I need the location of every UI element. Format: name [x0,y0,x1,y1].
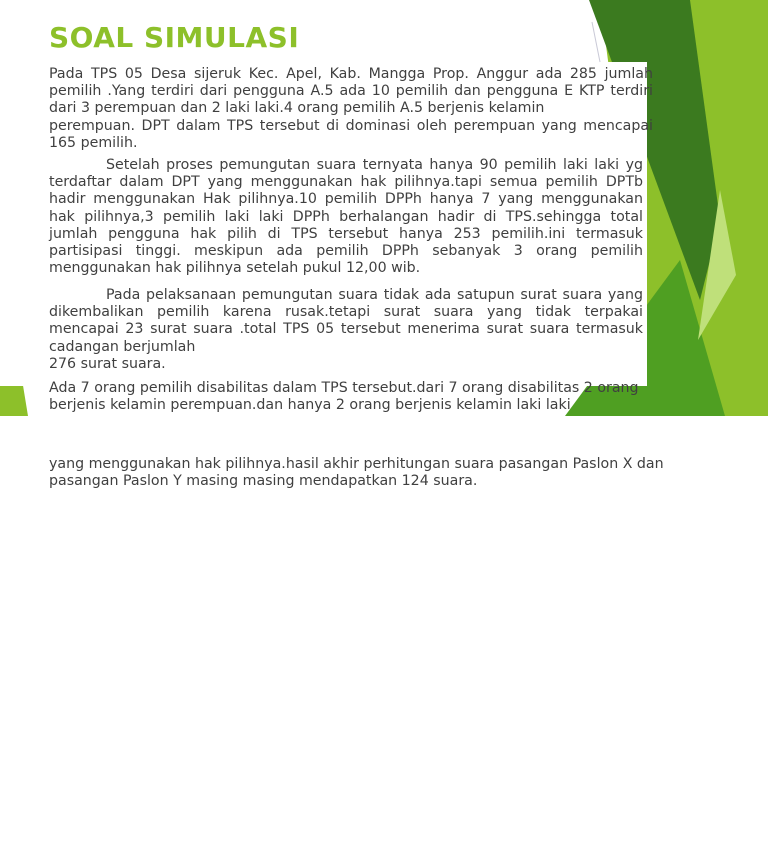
thin-accent-line [592,22,600,62]
slide-title: SOAL SIMULASI [49,21,300,54]
paragraph-tps-description: Pada TPS 05 Desa sijeruk Kec. Apel, Kab. Mangga Prop. Anggur ada 285 jumlah pemilih .Yang terdiri dari pengguna A.5 ada 10 pemilih dan pengguna E KTP terdiri dari 3 perempuan dan 2 laki laki.4 orang pemilih A.5 berjenis kelamin perempuan. DPT dalam TPS tersebut di dominasi oleh perempuan yang mencapai 165 pemilih. [49,66,653,151]
paragraph-ballot-papers: Pada pelaksanaan pemungutan suara tidak ada satupun surat suara yang dikembalikan pemilih karena rusak.tetapi surat suara yang tidak terpakai mencapai 23 surat suara .total TPS 05 tersebut menerima surat suara termasuk cadangan berjumlah 276 surat suara. [49,287,643,372]
paragraph-final-result: yang menggunakan hak pilihnya.hasil akhir perhitungan suara pasangan Paslon X dan pasangan Paslon Y masing masing mendapatkan 124 suara. [49,456,664,490]
slide [0,0,768,416]
paragraph-voting-process: Setelah proses pemungutan suara ternyata hanya 90 pemilih laki laki yg terdaftar dalam DPT yang menggunakan hak pilihnya.tapi semua pemilih DPTb hadir menggunakan Hak pilihnya.10 pemilih DPPh hanya 7 yang menggunakan hak pilihnya,3 pemilih laki laki DPPh berhalangan hadir di TPS.sehingga total jumlah pengguna hak pilih di TPS tersebut hanya 253 pemilih.ini termasuk partisipasi tinggi. meskipun ada pemilih DPPh sebanyak 3 orang pemilih menggunakan hak pilihnya setelah pukul 12,00 wib. [49,157,643,277]
paragraph-disabled-voters: Ada 7 orang pemilih disabilitas dalam TPS tersebut.dari 7 orang disabilitas 2 orang berjenis kelamin perempuan.dan hanya 2 orang berjenis kelamin laki laki [49,380,639,414]
